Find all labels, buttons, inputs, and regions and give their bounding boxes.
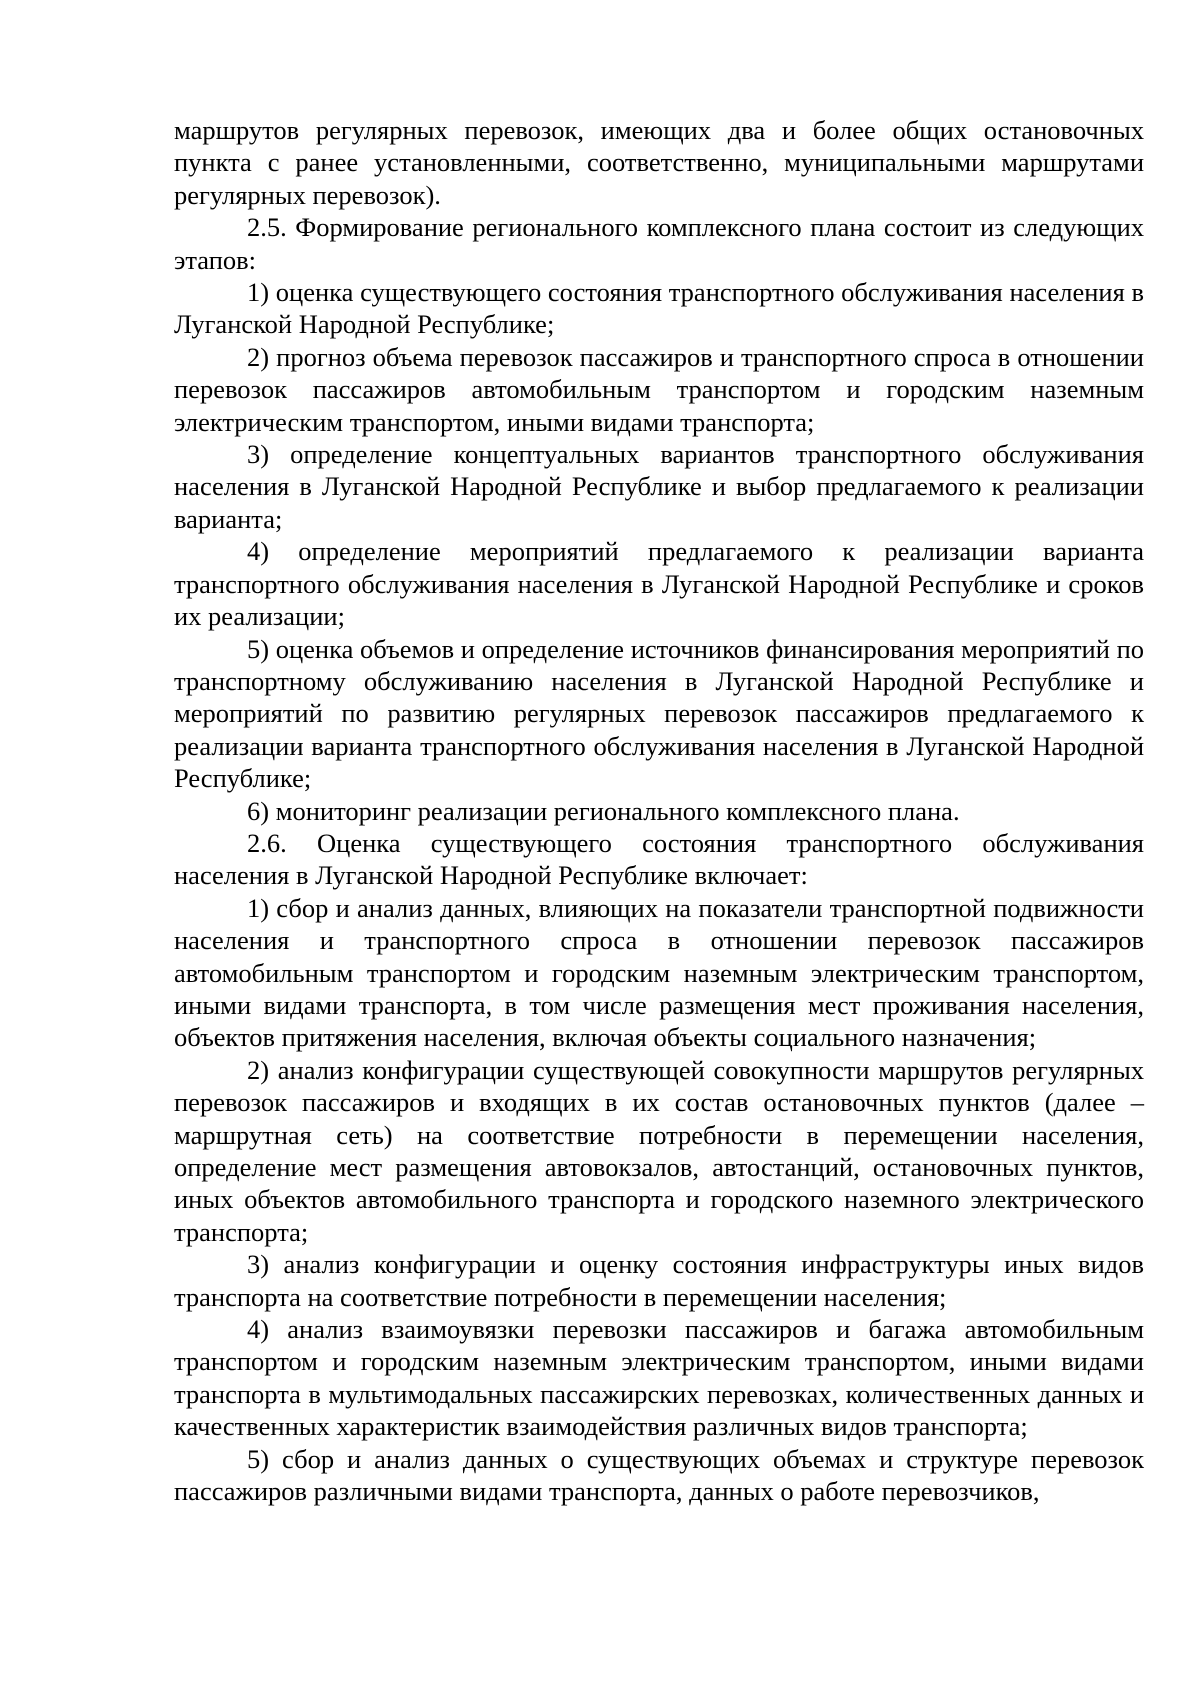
paragraph-2-5-item-1: 1) оценка существующего состояния транспортного обслуживания населения в Луганской Народной Республике; — [174, 277, 1144, 340]
paragraph-routes-continuation: маршрутов регулярных перевозок, имеющих два и более общих остановочных пункта с ранее установленными, соответственно, муниципальными маршрутами регулярных перевозок). — [174, 115, 1144, 210]
paragraph-2-5-item-5: 5) оценка объемов и определение источников финансирования мероприятий по транспортному обслуживанию населения в Луганской Народной Республике и мероприятий по развитию регулярных перевозок пассажиров предлагаемого к реализации варианта транспортного обслуживания населения в Луганской Народной Республике; — [174, 633, 1144, 794]
paragraph-2-6-item-1: 1) сбор и анализ данных, влияющих на показатели транспортной подвижности населения и транспортного спроса в отношении перевозок пассажиров автомобильным транспортом и городским наземным электрическим транспортом, иными видами транспорта, в том числе размещения мест проживания населения, объектов притяжения населения, включая объекты социального назначения; — [174, 892, 1144, 1053]
paragraph-2-5-item-4: 4) определение мероприятий предлагаемого к реализации варианта транспортного обслуживания населения в Луганской Народной Республике и сроков их реализации; — [174, 536, 1144, 632]
paragraph-2-6-heading: 2.6. Оценка существующего состояния транспортного обслуживания населения в Луганской Народной Республике включает: — [174, 827, 1144, 891]
paragraph-2-6-item-4: 4) анализ взаимоувязки перевозки пассажиров и багажа автомобильным транспортом и городским наземным электрическим транспортом, иными видами транспорта в мультимодальных пассажирских перевозках, количественных данных и качественных характеристик взаимодействия различных видов транспорта; — [174, 1314, 1144, 1442]
paragraph-2-6-item-5: 5) сбор и анализ данных о существующих объемах и структуре перевозок пассажиров различными видами транспорта, данных о работе перевозчиков, — [174, 1443, 1144, 1507]
paragraph-2-6-item-3: 3) анализ конфигурации и оценку состояния инфраструктуры иных видов транспорта на соответствие потребности в перемещении населения; — [174, 1249, 1144, 1312]
paragraph-2-5-heading: 2.5. Формирование регионального комплексного плана состоит из следующих этапов: — [174, 212, 1144, 275]
paragraph-2-5-item-3: 3) определение концептуальных вариантов транспортного обслуживания населения в Луганской Народной Республике и выбор предлагаемого к реализации варианта; — [174, 439, 1144, 534]
paragraph-2-5-item-2: 2) прогноз объема перевозок пассажиров и транспортного спроса в отношении перевозок пассажиров автомобильным транспортом и городским наземным электрическим транспортом, иными видами транспорта; — [174, 341, 1144, 437]
paragraph-2-6-item-2: 2) анализ конфигурации существующей совокупности маршрутов регулярных перевозок пассажиров и входящих в их состав остановочных пунктов (далее – маршрутная сеть) на соответствие потребности в перемещении населения, определение мест размещения автовокзалов, автостанций, остановочных пунктов, иных объектов автомобильного транспорта и городского наземного электрического транспорта; — [174, 1054, 1144, 1247]
document-body — [174, 114, 1144, 1507]
paragraph-2-5-item-6: 6) мониторинг реализации регионального комплексного плана. — [247, 795, 960, 826]
